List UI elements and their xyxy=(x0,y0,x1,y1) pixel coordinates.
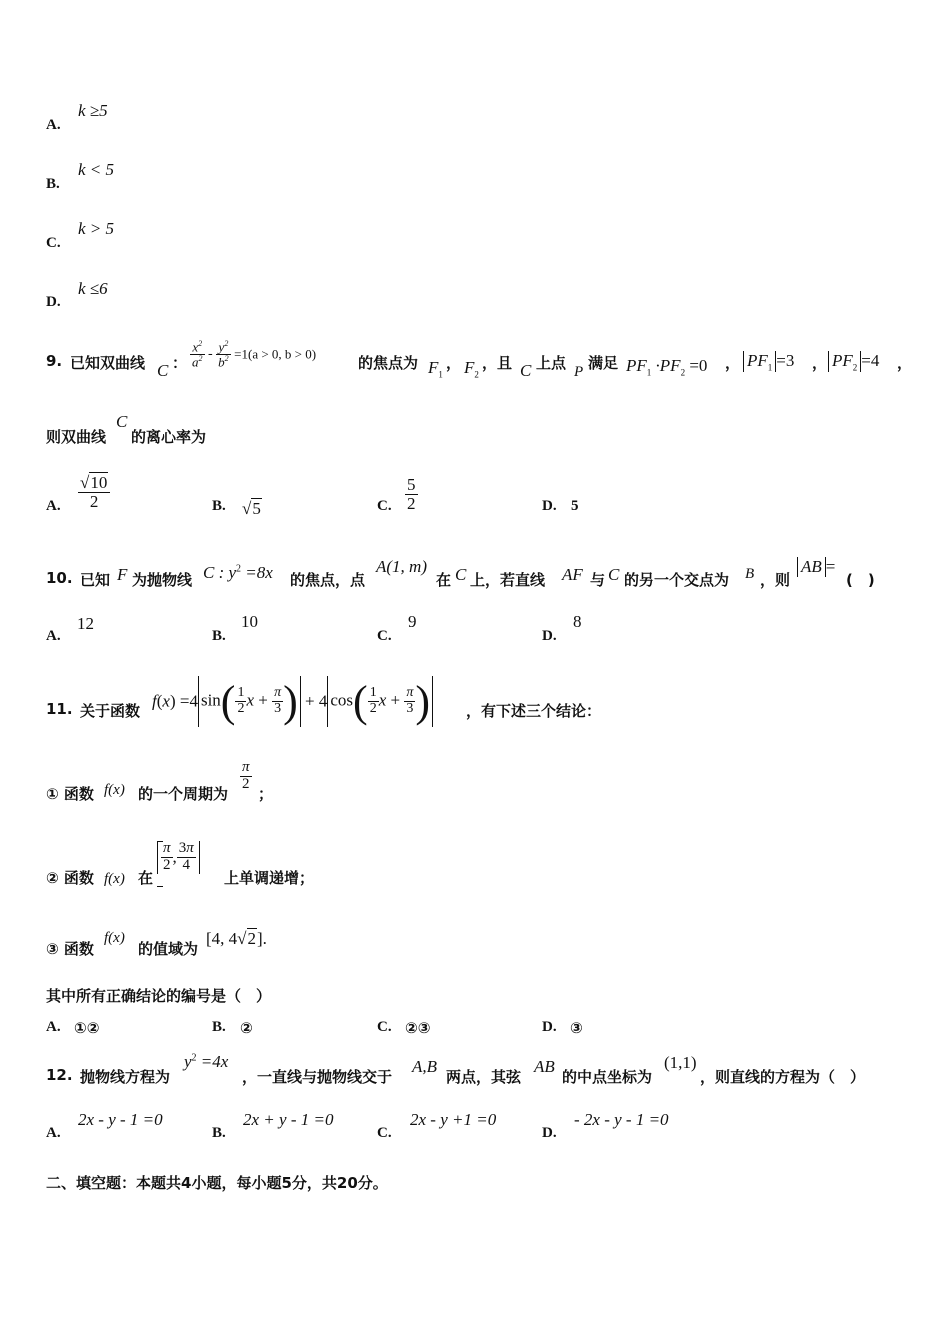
range-value: [4, 4√2]. xyxy=(206,929,267,948)
question-text: 的中点坐标为 xyxy=(562,1068,653,1086)
option-label: B. xyxy=(212,498,226,514)
dot-product-expr: $PF_1 \cdot PF_2 =0$ xyxy=(626,356,708,378)
option-expr: k < 5 xyxy=(78,160,115,179)
option-label: D. xyxy=(542,1125,557,1141)
function-symbol: f(x) xyxy=(104,871,125,887)
statement-2-text: 在 xyxy=(138,869,154,887)
option-a-value: ①② xyxy=(74,1019,100,1037)
punctuation: ； xyxy=(258,785,274,803)
question-text: 满足 xyxy=(588,354,619,372)
option-d-value: ③ xyxy=(570,1019,583,1037)
question-number: 11. xyxy=(46,700,73,718)
question-text: 上点 xyxy=(536,354,567,372)
option-a-value: 2x - y - 1 =0 xyxy=(78,1110,163,1129)
punctuation: ： xyxy=(172,354,188,372)
points-ab: A,B xyxy=(412,1057,438,1076)
option-label: C. xyxy=(46,235,61,251)
question-text: 的另一个交点为 xyxy=(624,571,730,589)
option-expr: k ≤6 xyxy=(78,279,108,298)
question-text: ，则 xyxy=(760,571,791,589)
statement-3-text: 的值域为 xyxy=(138,940,199,958)
statement-1: ① 函数 xyxy=(46,785,94,803)
question-text: 与 xyxy=(590,571,606,589)
section-heading: 二、填空题：本题共4小题，每小题5分，共20分。 xyxy=(46,1174,388,1192)
curve-symbol: C xyxy=(455,565,467,584)
question-text: 两点，其弦 xyxy=(446,1068,522,1086)
curve-symbol: C xyxy=(157,361,169,380)
option-label: C. xyxy=(377,1125,392,1141)
option-label: C. xyxy=(377,628,392,644)
point-b: B xyxy=(745,566,755,582)
question-text: 已知 xyxy=(80,571,111,589)
question-text: 的焦点，点 xyxy=(290,571,366,589)
option-label: D. xyxy=(542,498,557,514)
ab-length: AB = xyxy=(797,557,835,577)
option-label: B. xyxy=(212,1019,226,1035)
answer-blank: ( ) xyxy=(846,571,875,589)
option-label: D. xyxy=(542,628,557,644)
focus-f1: $F_1$ xyxy=(428,358,443,380)
question-text: 则双曲线 xyxy=(46,428,107,446)
option-b-value: √5 xyxy=(242,499,261,518)
question-text: ，有下述三个结论： xyxy=(466,702,602,720)
function-symbol: f(x) xyxy=(104,782,125,798)
question-prompt: 其中所有正确结论的编号是（ ） xyxy=(46,987,272,1005)
pf1-length: $PF_1 =3$ xyxy=(743,351,794,372)
hyperbola-equation: $\frac{x^2}{a^2}$ - $\frac{y^2}{b^2}$ =1(a > 0, b > 0) xyxy=(192,339,317,370)
curve-symbol: C xyxy=(520,361,532,380)
question-text: ，一直线与抛物线交于 xyxy=(242,1068,393,1086)
pf2-length: $PF_2 =4$ xyxy=(828,351,879,372)
statement-1-text: 的一个周期为 xyxy=(138,785,229,803)
option-b-value: 2x + y - 1 =0 xyxy=(243,1110,334,1129)
function-symbol: f(x) xyxy=(104,930,125,946)
option-label: C. xyxy=(377,498,392,514)
option-c-value: 9 xyxy=(408,612,417,631)
chord-ab: AB xyxy=(534,1057,555,1076)
option-b-value: ② xyxy=(240,1019,253,1037)
question-text: 已知双曲线 xyxy=(70,354,146,372)
curve-symbol: C xyxy=(608,565,620,584)
question-text: ，且 xyxy=(482,354,513,372)
punctuation: ， xyxy=(897,354,913,372)
option-c-value: $\frac{5}{2}$ xyxy=(407,475,416,513)
interval: $\frac{\pi}{2}$ , $\frac{3\pi}{4}$ xyxy=(157,841,200,874)
option-d-value: 5 xyxy=(571,498,579,514)
statement-2-text: 上单调递增； xyxy=(224,869,315,887)
punctuation: ， xyxy=(812,354,828,372)
question-text: 的离心率为 xyxy=(131,428,207,446)
midpoint: (1,1) xyxy=(664,1053,697,1072)
period-value: $\frac{\pi}{2}$ xyxy=(242,759,250,792)
option-label: B. xyxy=(46,176,60,192)
question-number: 9. xyxy=(46,352,63,370)
option-label: A. xyxy=(46,1125,61,1141)
point-p: P xyxy=(574,364,584,380)
question-text: 在 xyxy=(436,571,452,589)
option-label: A. xyxy=(46,1019,61,1035)
option-label: A. xyxy=(46,498,61,514)
focus-f2: $F_2$ xyxy=(464,358,479,380)
line-af: AF xyxy=(562,565,583,584)
point-a: A(1, m) xyxy=(376,557,427,576)
question-text: 关于函数 xyxy=(80,702,141,720)
question-text: 的焦点为 xyxy=(358,354,419,372)
option-expr: k ≥5 xyxy=(78,101,108,120)
parabola-equation: $y^2 =4x$ xyxy=(184,1052,229,1071)
option-c-value: 2x - y +1 =0 xyxy=(410,1110,497,1129)
focus-f: F xyxy=(117,565,128,584)
parabola-equation: C : $y^2 =8x$ xyxy=(203,563,273,582)
question-text: 抛物线方程为 xyxy=(80,1068,171,1086)
option-label: A. xyxy=(46,628,61,644)
punctuation: ， xyxy=(446,354,462,372)
option-a-value: 12 xyxy=(77,614,94,633)
option-d-value: - 2x - y - 1 =0 xyxy=(574,1110,669,1129)
question-text: 为抛物线 xyxy=(132,571,193,589)
function-definition: f(x) =4 sin( $\frac{1}{2}$ x + $\frac{\pi}{3}$ ) + 4 cos( $\frac{1}{2}$ x + $\frac{\pi}{3}$ ) xyxy=(152,676,433,727)
option-expr: k > 5 xyxy=(78,219,115,238)
option-label: B. xyxy=(212,628,226,644)
question-number: 12. xyxy=(46,1066,73,1084)
option-a-value: $\frac{√10}{2}$ xyxy=(78,474,110,511)
question-number: 10. xyxy=(46,569,73,587)
option-label: D. xyxy=(46,294,61,310)
curve-symbol: C xyxy=(116,412,128,431)
option-c-value: ②③ xyxy=(405,1019,431,1037)
option-label: C. xyxy=(377,1019,392,1035)
option-label: A. xyxy=(46,117,61,133)
option-b-value: 10 xyxy=(241,612,258,631)
question-text: ，则直线的方程为（ ） xyxy=(700,1068,866,1086)
question-text: 上，若直线 xyxy=(470,571,546,589)
punctuation: ， xyxy=(725,354,741,372)
option-label: D. xyxy=(542,1019,557,1035)
statement-2: ② 函数 xyxy=(46,869,94,887)
option-d-value: 8 xyxy=(573,612,582,631)
option-label: B. xyxy=(212,1125,226,1141)
statement-3: ③ 函数 xyxy=(46,940,94,958)
